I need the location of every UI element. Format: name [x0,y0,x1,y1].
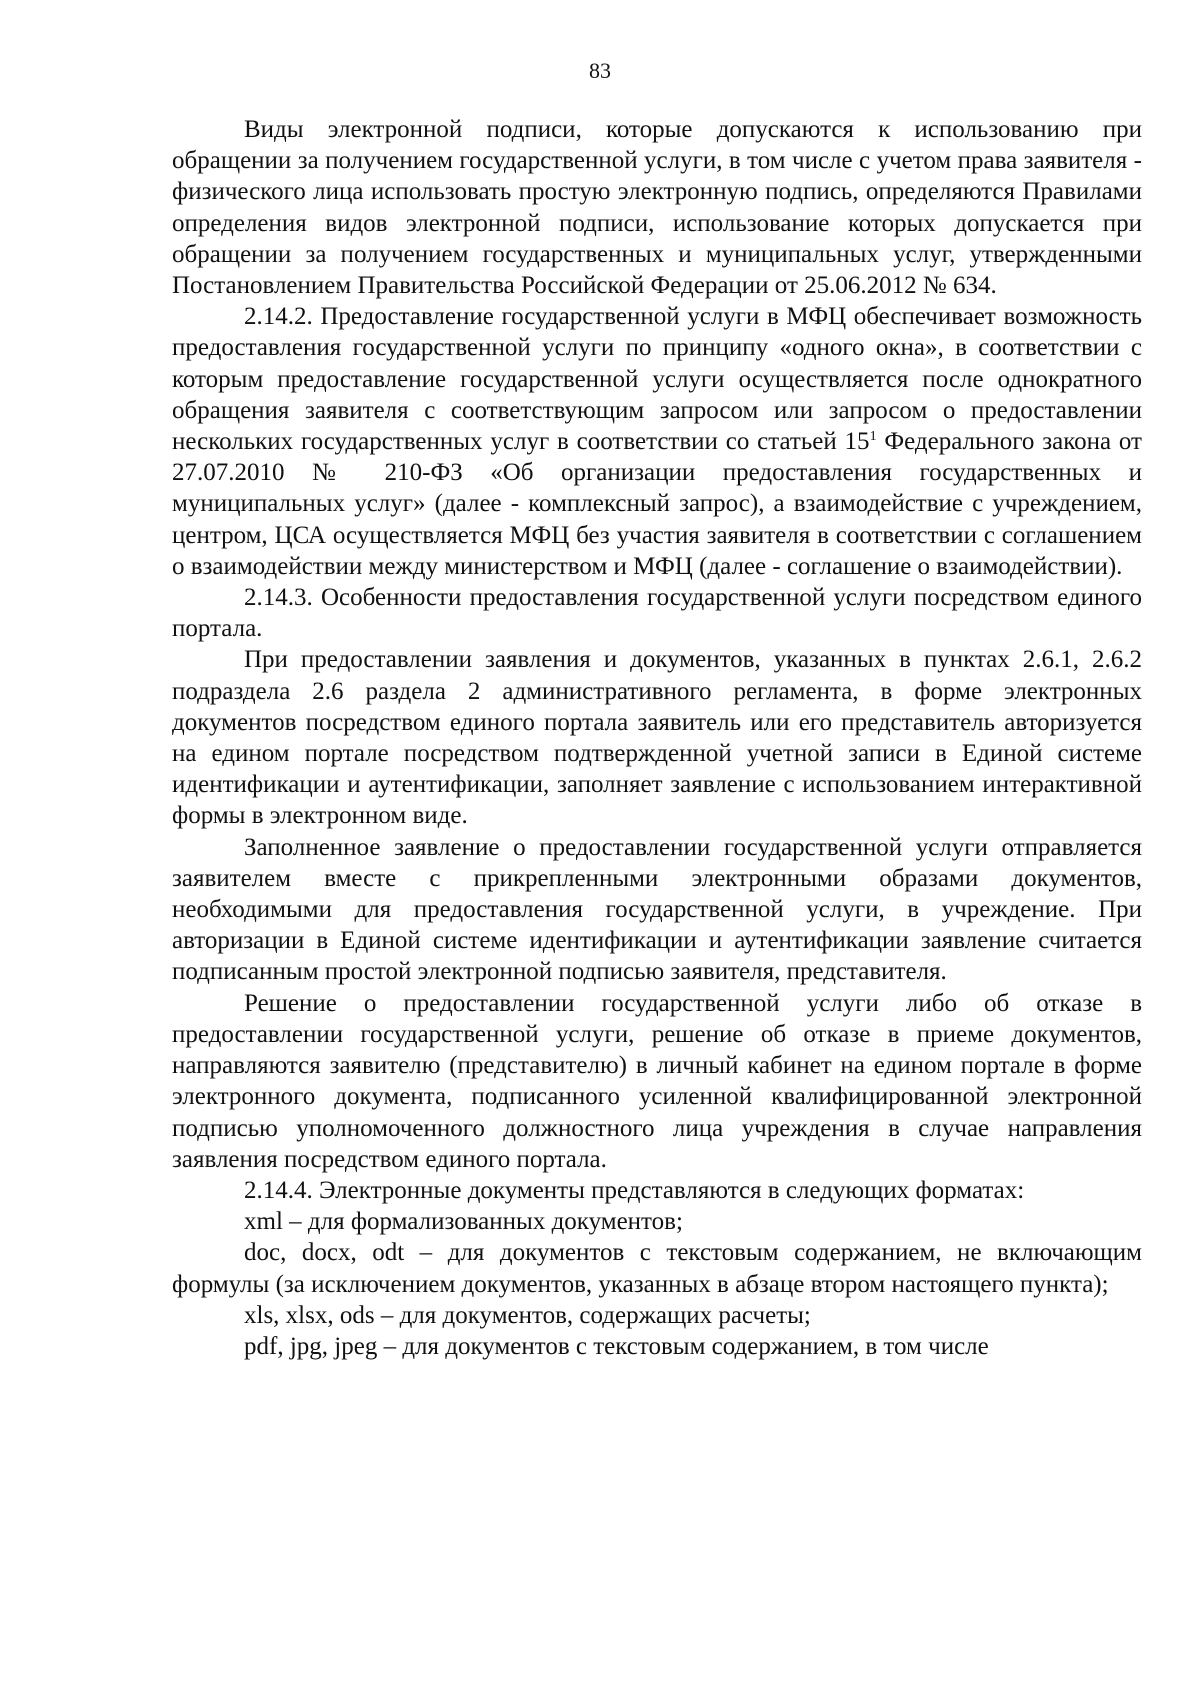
paragraph-2-14-4: 2.14.4. Электронные документы представляются в следующих форматах: [244,1176,1025,1204]
format-item-pdf: pdf, jpg, jpeg – для документов с текстовым содержанием, в том числе [244,1332,989,1360]
format-item-xls: xls, xlsx, ods – для документов, содержащих расчеты; [244,1301,811,1329]
paragraph-decision: Решение о предоставлении государственной услуги либо об отказе в предоставлении государственной услуги, решение об отказе в приеме документов, направляются заявителю (представителю) в личный кабинет на едином портале в форме электронного документа, подписанного усиленной квалифицированной электронной подписью уполномоченного должностного лица учреждения в случае направления заявления посредством единого портала. [172,989,1142,1173]
format-item-xml: xml – для формализованных документов; [244,1208,683,1236]
page-number: 83 [589,58,611,83]
paragraph-portal-submission: При предоставлении заявления и документов, указанных в пунктах 2.6.1, 2.6.2 подраздела 2.6 раздела 2 административного регламента, в форме электронных документов посредством единого портала заявитель или его представитель авторизуется на едином портале посредством подтвержденной учетной записи в Единой системе идентификации и аутентификации, заполняет заявление с использованием интерактивной формы в электронном виде. [172,646,1142,830]
paragraph-filled-application: Заполненное заявление о предоставлении государственной услуги отправляется заявителем вместе с прикрепленными электронными образами документов, необходимыми для предоставления государственной услуги, в учреждение. При авторизации в Единой системе идентификации и аутентификации заявление считается подписанным простой электронной подписью заявителя, представителя. [172,833,1142,986]
paragraph-2-14-3: 2.14.3. Особенности предоставления государственной услуги посредством единого портала. [172,584,1142,643]
document-body [172,114,1142,1362]
footnote-superscript: 1 [869,429,877,445]
paragraph-2-14-2-text-before: 2.14.2. Предоставление государственной услуги в МФЦ обеспечивает возможность предоставления государственной услуги по принципу «одного окна», в соответствии с которым предоставление государственной услуги осуществляется после однократного обращения заявителя с соответствующим запросом или запросом о предоставлении нескольких государственных услуг в соответствии со статьей 15 [172,303,1142,456]
paragraph-2-14-2 [172,301,1142,582]
format-item-doc: doc, docx, odt – для документов с текстовым содержанием, не включающим формулы (за исключением документов, указанных в абзаце втором настоящего пункта); [172,1239,1142,1298]
paragraph-2-14-2-text-after: Федерального закона от 27.07.2010 № 210-ФЗ «Об организации предоставления государственных и муниципальных услуг» (далее - комплексный запрос), а взаимодействие с учреждением, центром, ЦСА осуществляется МФЦ без участия заявителя в соответствии с соглашением о взаимодействии между министерством и МФЦ (далее - соглашение о взаимодействии). [172,428,1142,580]
paragraph-signature-types: Виды электронной подписи, которые допускаются к использованию при обращении за получением государственной услуги, в том числе с учетом права заявителя - физического лица использовать простую электронную подпись, определяются Правилами определения видов электронной подписи, использование которых допускается при обращении за получением государственных и муниципальных услуг, утвержденными Постановлением Правительства Российской Федерации от 25.06.2012 № 634. [172,116,1142,300]
